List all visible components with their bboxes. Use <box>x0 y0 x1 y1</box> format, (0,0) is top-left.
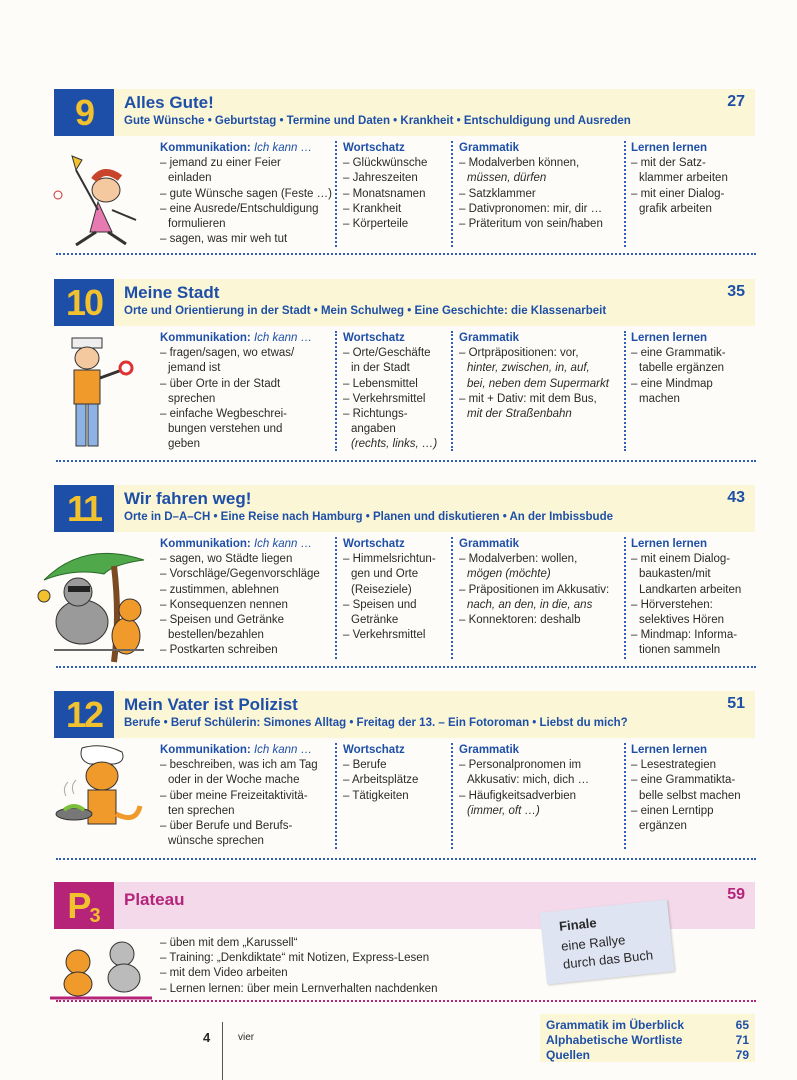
section-divider <box>56 666 756 668</box>
list-item: Akkusativ: mich, dich … <box>467 774 590 787</box>
list-item: – Hörverstehen: <box>631 598 713 611</box>
grammatik-column: Grammatik – Modalverben können, müssen, dürfen – Satzklammer – Dativpronomen: mir, dir … – Präteritum von sein/haben <box>459 141 624 232</box>
grammatik-column: Grammatik – Modalverben: wollen, mögen (möchte) – Präpositionen im Akkusativ: nach, an den, in die, ans – Konnektoren: deshalb <box>459 537 624 628</box>
section-divider <box>56 253 756 255</box>
column-divider <box>335 141 337 247</box>
kommunikation-column: Kommunikation: Ich kann … – fragen/sagen, wo etwas/ jemand ist – über Orte in der Stadt sprechen – einfache Wegbeschrei- bungen verstehen und geben <box>160 331 335 453</box>
list-item: formulieren <box>168 218 226 231</box>
list-item: – einfache Wegbeschrei- <box>160 408 287 421</box>
list-item: – gute Wünsche sagen (Feste …) <box>160 187 332 200</box>
unit-title: Alles Gute! <box>124 93 214 112</box>
list-item: oder in der Woche mache <box>168 774 300 787</box>
unit-number: 10 <box>54 279 114 326</box>
list-item: – beschreiben, was ich am Tag <box>160 759 318 772</box>
list-item: – über Berufe und Berufs- <box>160 820 293 833</box>
wortschatz-column: Wortschatz – Orte/Geschäfte in der Stadt – Lebensmittel – Verkehrsmittel – Richtungs- angaben (rechts, links, …) <box>343 331 451 453</box>
list-item: – einen Lerntipp <box>631 804 714 817</box>
list-item: müssen, dürfen <box>467 172 547 185</box>
column-divider <box>451 537 453 659</box>
list-item: – Modalverben können, <box>459 157 580 170</box>
list-item: in der Stadt <box>351 362 410 375</box>
unit-subtitle: Gute Wünsche • Geburtstag • Termine und Daten • Krankheit • Entschuldigung und Ausreden <box>124 115 631 127</box>
unit-page: 27 <box>727 93 745 110</box>
index-label: Quellen <box>546 1048 591 1062</box>
list-item: – über Orte in der Stadt <box>160 377 281 390</box>
index-label: Grammatik im Überblick <box>546 1018 685 1032</box>
list-item: tionen sammeln <box>639 644 721 657</box>
column-divider <box>624 743 626 849</box>
list-item: (Reiseziele) <box>351 583 412 596</box>
list-item: – Präteritum von sein/haben <box>459 218 603 231</box>
section-divider <box>56 1000 756 1002</box>
list-item: – Orte/Geschäfte <box>343 347 431 360</box>
list-item: – eine Grammatikta- <box>631 774 736 787</box>
index-page: 71 <box>735 1033 749 1047</box>
list-item: – Präpositionen im Akkusativ: <box>459 583 610 596</box>
list-item: ergänzen <box>639 820 687 833</box>
list-item: – sagen, wo Städte liegen <box>160 553 293 566</box>
list-item: – Verkehrsmittel <box>343 629 426 642</box>
unit-title: Wir fahren weg! <box>124 489 252 508</box>
list-item: – mit einer Dialog- <box>631 187 725 200</box>
grammatik-column: Grammatik – Personalpronomen im Akkusativ: mich, dich … – Häufigkeitsadverbien (immer, oft …) <box>459 743 624 819</box>
list-item: – mit der Satz- <box>631 157 706 170</box>
unit-title: Mein Vater ist Polizist <box>124 695 298 714</box>
plateau-badge: $P_3$ <box>54 882 114 929</box>
unit-page: 51 <box>727 695 745 712</box>
list-item: – Speisen und Getränke <box>160 614 285 627</box>
list-item: – jemand zu einer Feier <box>160 157 281 170</box>
list-item: – eine Ausrede/Entschuldigung <box>160 202 319 215</box>
list-item: nach, an den, in die, ans <box>467 598 593 611</box>
list-item: – über meine Freizeitaktivitä- <box>160 789 308 802</box>
unit-subtitle: Berufe • Beruf Schülerin: Simones Alltag • Freitag der 13. – Ein Fotoroman • Liebst du mich? <box>124 717 628 729</box>
unit-header <box>54 89 755 136</box>
unit-header <box>54 279 755 326</box>
list-item: mit der Straßenbahn <box>467 408 572 421</box>
list-item: angaben <box>351 423 396 436</box>
unit-page: 35 <box>727 283 745 300</box>
page-number: 4 <box>203 1030 211 1045</box>
list-item: wünsche sprechen <box>168 835 264 848</box>
list-item: – Training: „Denkdiktate“ mit Notizen, Express-Lesen <box>160 952 430 965</box>
list-item: (rechts, links, …) <box>351 438 438 451</box>
list-item: – fragen/sagen, wo etwas/ <box>160 347 295 360</box>
index-page: 79 <box>735 1048 749 1062</box>
list-item: bei, neben dem Supermarkt <box>467 377 609 390</box>
list-item: jemand ist <box>168 362 221 375</box>
list-item: – Richtungs- <box>343 408 408 421</box>
cat-dog-illustration <box>48 932 154 1002</box>
list-item: klammer arbeiten <box>639 172 728 185</box>
list-item: – Konnektoren: deshalb <box>459 614 581 627</box>
traffic-cop-illustration <box>60 336 140 454</box>
unit-subtitle: Orte und Orientierung in der Stadt • Mein Schulweg • Eine Geschichte: die Klassenarbeit <box>124 305 607 317</box>
appendix-index <box>540 1014 755 1062</box>
list-item: – üben mit dem „Karussell“ <box>160 937 298 949</box>
list-item: – Himmelsrichtun- <box>343 553 436 566</box>
plateau-title: Plateau <box>124 890 185 909</box>
list-item: bungen verstehen und <box>168 423 283 436</box>
list-item: baukasten/mit <box>639 568 711 581</box>
list-item: – Dativpronomen: mir, dir … <box>459 202 603 215</box>
plateau-list <box>160 936 540 997</box>
list-item: – Lebensmittel <box>343 377 418 390</box>
list-item: – Körperteile <box>343 218 409 231</box>
wortschatz-column: Wortschatz – Berufe – Arbeitsplätze – Tätigkeiten <box>343 743 451 804</box>
column-divider <box>624 141 626 247</box>
unit-title: Meine Stadt <box>124 283 220 302</box>
index-label: Alphabetische Wortliste <box>546 1033 683 1047</box>
list-item: machen <box>639 392 680 405</box>
list-item: – mit einem Dialog- <box>631 553 731 566</box>
list-item: – Mindmap: Informa- <box>631 629 738 642</box>
list-item: mögen (möchte) <box>467 568 551 581</box>
list-item: Getränke <box>351 614 399 627</box>
list-item: tabelle ergänzen <box>639 362 725 375</box>
list-item: – Vorschläge/Gegenvorschläge <box>160 568 320 581</box>
lernen-column: Lernen lernen – mit der Satz- klammer arbeiten – mit einer Dialog- grafik arbeiten <box>631 141 755 217</box>
plateau-page: 59 <box>727 886 745 903</box>
list-item: – Krankheit <box>343 202 402 215</box>
list-item: Landkarten arbeiten <box>639 583 742 596</box>
finale-line: durch das Buch <box>562 947 654 972</box>
wortschatz-column: Wortschatz – Glückwünsche – Jahreszeiten – Monatsnamen – Krankheit – Körperteile <box>343 141 451 232</box>
unit-number: 12 <box>54 691 114 738</box>
lernen-column: Lernen lernen – eine Grammatik- tabelle ergänzen – eine Mindmap machen <box>631 331 755 407</box>
list-item: – Jahreszeiten <box>343 172 418 185</box>
finale-line: eine Rallye <box>560 932 626 954</box>
list-item: – Modalverben: wollen, <box>459 553 578 566</box>
column-divider <box>624 537 626 659</box>
unit-page: 43 <box>727 489 745 506</box>
unit-number: 9 <box>54 89 114 136</box>
column-divider <box>335 537 337 659</box>
index-page: 65 <box>735 1018 749 1032</box>
list-item: gen und Orte <box>351 568 419 581</box>
list-item: – Konsequenzen nennen <box>160 598 288 611</box>
list-item: – Ortpräpositionen: vor, <box>459 347 579 360</box>
list-item: grafik arbeiten <box>639 202 712 215</box>
list-item: hinter, zwischen, in, auf, <box>467 362 590 375</box>
list-item: – Glückwünsche <box>343 157 428 170</box>
list-item: selektives Hören <box>639 614 725 627</box>
list-item: – zustimmen, ablehnen <box>160 583 279 596</box>
unit-header <box>54 485 755 532</box>
list-item: – Tätigkeiten <box>343 789 409 802</box>
list-item: – eine Mindmap <box>631 377 713 390</box>
list-item: – mit dem Video arbeiten <box>160 967 288 980</box>
finale-note <box>540 900 675 985</box>
kommunikation-column: Kommunikation: Ich kann … – sagen, wo Städte liegen – Vorschläge/Gegenvorschläge – zustimmen, ablehnen – Konsequenzen nennen – Speisen und Getränke bestellen/bezahlen – Postkarten schreiben <box>160 537 335 659</box>
unit-header <box>54 691 755 738</box>
list-item: – Berufe <box>343 759 387 772</box>
list-item: – Satzklammer <box>459 187 536 200</box>
grammatik-column: Grammatik – Ortpräpositionen: vor, hinter, zwischen, in, auf, bei, neben dem Supermarkt – mit + Dativ: mit dem Bus, mit der Straßenbahn <box>459 331 624 422</box>
unit-number: 11 <box>54 485 114 532</box>
lernen-column: Lernen lernen – Lesestrategien – eine Grammatikta- belle selbst machen – einen Lerntipp ergänzen <box>631 743 755 834</box>
list-item: – Speisen und <box>343 598 417 611</box>
column-divider <box>335 743 337 849</box>
list-item: einladen <box>168 172 212 185</box>
list-item: bestellen/bezahlen <box>168 629 264 642</box>
column-divider <box>335 331 337 451</box>
list-item: – Personalpronomen im <box>459 759 582 772</box>
column-divider <box>624 331 626 451</box>
column-divider <box>451 331 453 451</box>
list-item: – Häufigkeitsadverbien <box>459 789 576 802</box>
footer-rule <box>222 1022 223 1080</box>
party-girl-illustration <box>46 140 146 250</box>
list-item: – Arbeitsplätze <box>343 774 419 787</box>
list-item: sprechen <box>168 392 216 405</box>
cat-chef-illustration <box>52 744 148 840</box>
section-divider <box>56 858 756 860</box>
section-divider <box>56 460 756 462</box>
column-divider <box>451 141 453 247</box>
finale-title: Finale <box>558 915 598 934</box>
list-item: ten sprechen <box>168 804 235 817</box>
list-item: (immer, oft …) <box>467 804 540 817</box>
list-item: – sagen, was mir weh tut <box>160 233 288 246</box>
wortschatz-column: Wortschatz – Himmelsrichtun- gen und Orte (Reiseziele) – Speisen und Getränke – Verkehrsmittel <box>343 537 451 643</box>
lernen-column: Lernen lernen – mit einem Dialog- baukasten/mit Landkarten arbeiten – Hörverstehen: selektives Hören – Mindmap: Informa- tionen sammeln <box>631 537 755 659</box>
kommunikation-column: Kommunikation: Ich kann … – beschreiben, was ich am Tag oder in der Woche mache – über meine Freizeitaktivitä- ten sprechen – über Berufe und Berufs- wünsche sprechen <box>160 743 335 849</box>
list-item: belle selbst machen <box>639 789 741 802</box>
page-word: vier <box>238 1032 255 1043</box>
list-item: – eine Grammatik- <box>631 347 726 360</box>
list-item: – Verkehrsmittel <box>343 392 426 405</box>
list-item: – Lernen lernen: über mein Lernverhalten nachdenken <box>160 982 438 995</box>
list-item: – Lesestrategien <box>631 759 717 772</box>
list-item: – Postkarten schreiben <box>160 644 278 657</box>
column-divider <box>451 743 453 849</box>
kommunikation-column: Kommunikation: Ich kann … – jemand zu einer Feier einladen – gute Wünsche sagen (Feste …) – eine Ausrede/Entschuldigung formulieren – sagen, was mir weh tut <box>160 141 335 247</box>
list-item: – Monatsnamen <box>343 187 426 200</box>
list-item: – mit + Dativ: mit dem Bus, <box>459 392 597 405</box>
vacation-animals-illustration <box>34 540 154 665</box>
unit-subtitle: Orte in D–A–CH • Eine Reise nach Hamburg • Planen und diskutieren • An der Imbissbude <box>124 511 614 523</box>
list-item: geben <box>168 438 200 451</box>
